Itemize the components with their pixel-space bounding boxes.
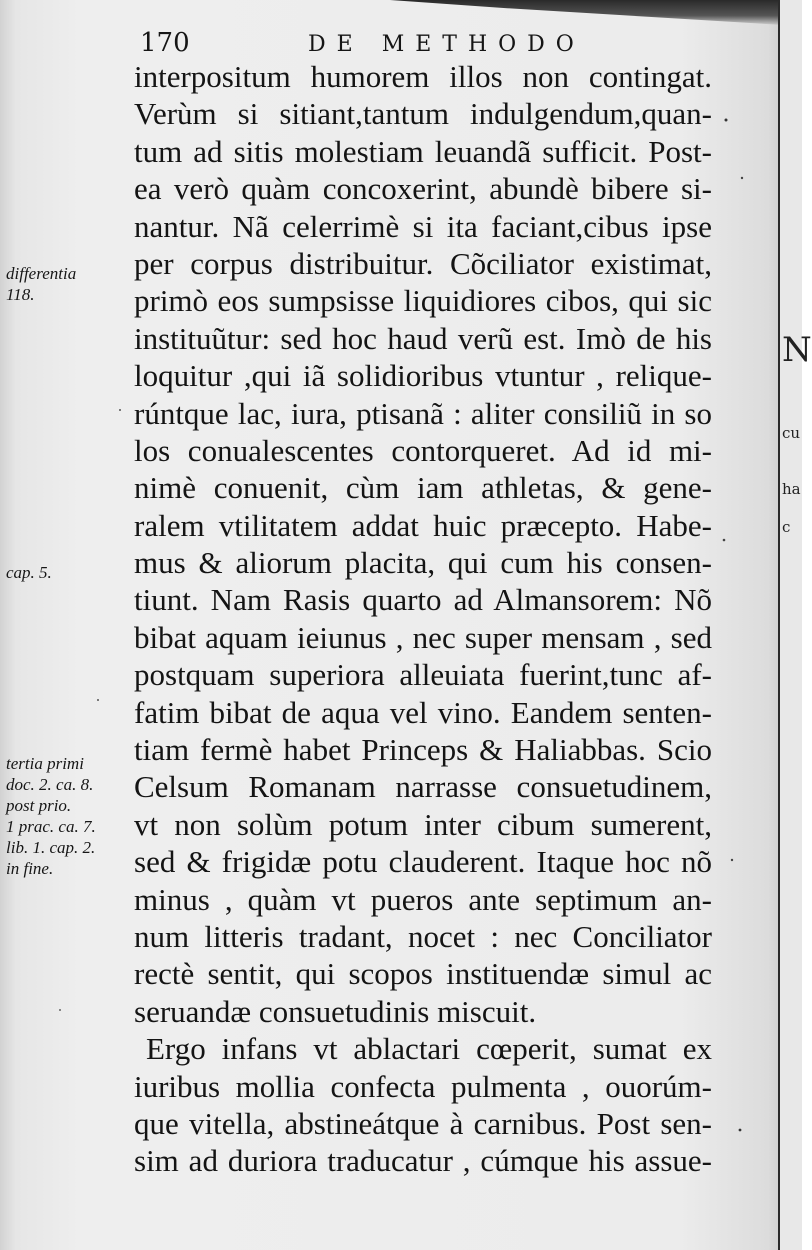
facing-fragment: c (782, 518, 791, 536)
margin-note-line: in fine. (6, 859, 54, 878)
margin-note-line: 1 prac. ca. 7. (6, 817, 96, 836)
text-line: sed & frigidæ potu clauderent. Itaque hoc nõ (134, 844, 712, 880)
page-number: 170 (140, 28, 190, 58)
margin-note-line: post prio. (6, 796, 72, 815)
margin-note (6, 753, 126, 879)
text-line: los conualescentes contorqueret. Ad id mi- (134, 432, 712, 468)
running-title: DE METHODO (308, 32, 585, 57)
text-line: postquam superiora alleuiata fuerint,tunc af- (134, 657, 712, 693)
text-line: num litteris tradant, nocet : nec Conciliator (134, 918, 712, 954)
text-line: Ergo infans vt ablactari cœperit, sumat ex (146, 1031, 712, 1067)
text-line: instituũtur: sed hoc haud verũ est. Imò de his (134, 320, 712, 356)
margin-note (6, 263, 126, 305)
text-line: iuribus mollia confecta pulmenta , ouorúm- (134, 1068, 712, 1104)
text-line: sim ad duriora traducatur , cúmque his assue- (134, 1143, 712, 1179)
facing-page-edge (778, 0, 812, 1250)
text-line: mus & aliorum placita, qui cum his consen- (134, 545, 712, 581)
text-line: que vitella, abstineátque à carnibus. Post sen- (134, 1105, 712, 1141)
text-line: ea verò quàm concoxerint, abundè bibere si- (134, 171, 712, 207)
text-line: Celsum Romanam narrasse consuetudinem, (134, 769, 712, 805)
text-line: tiam fermè habet Princeps & Haliabbas. Scio (134, 732, 712, 768)
text-line: ralem vtilitatem addat huic præcepto. Habe- (134, 507, 712, 543)
main-text-block (134, 58, 712, 1180)
text-line: seruandæ consuetudinis miscuit. (134, 993, 537, 1029)
margin-note-line: 118. (6, 285, 35, 304)
text-line: bibat aquam ieiunus , nec super mensam , sed (134, 619, 712, 655)
margin-note-line: tertia primi (6, 754, 84, 773)
text-line: loquitur ,qui iã solidioribus vtuntur , relique- (134, 358, 712, 394)
text-line: minus , quàm vt pueros ante septimum an- (134, 881, 712, 917)
text-line: Verùm si sitiant,tantum indulgendum,quan- (134, 96, 712, 132)
margin-note-line: cap. 5. (6, 563, 52, 582)
text-line: nimè conuenit, cùm iam athletas, & gene- (134, 470, 712, 506)
text-line: tiunt. Nam Rasis quarto ad Almansorem: Nõ (134, 582, 712, 618)
text-line: fatim bibat de aqua vel vino. Eandem senten- (134, 694, 712, 730)
text-line: interpositum humorem illos non contingat. (134, 59, 712, 94)
margin-note-line: lib. 1. cap. 2. (6, 838, 96, 857)
margin-note-line: doc. 2. ca. 8. (6, 775, 94, 794)
facing-fragment: N (782, 330, 812, 370)
text-line: rúntque lac, iura, ptisanã : aliter consiliũ in so (134, 395, 712, 431)
text-line: nantur. Nã celerrimè si ita faciant,cibus ipse (134, 208, 712, 244)
margin-note-line: differentia (6, 264, 77, 283)
facing-fragment: ha (782, 480, 801, 498)
text-line: vt non solùm potum inter cibum sumerent, (134, 806, 712, 842)
text-line: tum ad sitis molestiam leuandã sufficit. Post- (134, 133, 712, 169)
text-line: per corpus distribuitur. Cõciliator existimat, (134, 245, 712, 281)
scan-shadow (300, 0, 800, 26)
facing-fragment: cu (782, 424, 801, 442)
text-line: rectè sentit, qui scopos instituendæ simul ac (134, 956, 712, 992)
margin-note (6, 562, 126, 583)
text-line: primò eos sumpsisse liquidiores cibos, qui sic (134, 283, 712, 319)
